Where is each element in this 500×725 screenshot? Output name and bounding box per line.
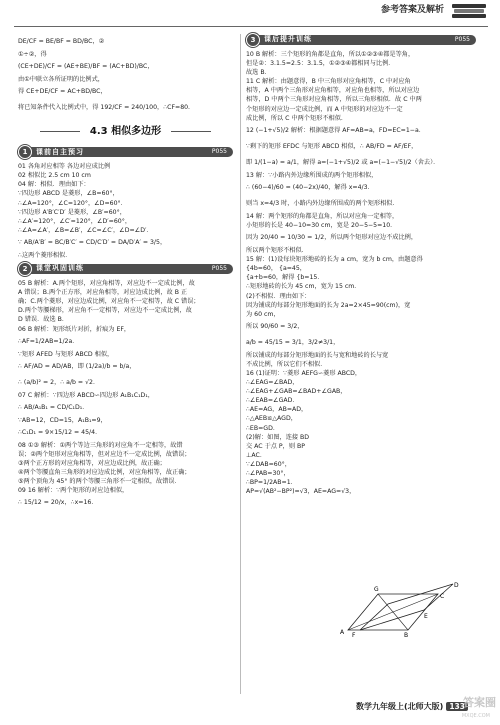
header-title: 参考答案及解析 (380, 5, 444, 15)
column-divider (240, 34, 241, 694)
section-label: 课前自主预习 (36, 147, 84, 156)
answer-line: (2)不相似．理由如下： (246, 292, 311, 300)
answer-line: 交 AC 于点 P，则 BP (246, 442, 305, 450)
answer-line: a/b = 45/15 = 3/1，3/2≠3/1， (246, 338, 340, 346)
page-number: 133 (446, 702, 468, 711)
answer-line: 但是②：3.1.5=2.5：3.1.5，①②③④都相同与比例． (246, 60, 395, 68)
answer-line: ∴这两个菱形相似． (18, 251, 72, 259)
answer-line: ∵剩下的矩形 EFDC 与矩形 ABCD 相似，∴ AB/FD = AF/EF， (246, 142, 418, 150)
answer-line: ⑤两个顶角为 45° 的两个等腰三角形不一定相似，故错误． (18, 478, 181, 486)
section-page: P055 (454, 36, 470, 43)
answer-line: 确；C.两个菱形，对应边成比例，对应角不一定相等，故 C 错误； (18, 298, 200, 306)
answer-line: AP=√(AB²−BP²)=√3，AE=AG=√3， (246, 488, 356, 496)
section-number: 2 (18, 262, 32, 276)
answer-line: ∴∠EAG+∠GAB=∠BAD+∠GAB， (246, 388, 347, 396)
point-label: E (424, 613, 428, 620)
answer-line: ∴∠EAG=∠BAD， (246, 379, 299, 387)
answer-line: 故选 B． (246, 69, 271, 77)
point-label: F (352, 632, 356, 638)
answer-line: (CE+DE)/CF = (AE+BE)/BF = (AC+BD)/BC， (18, 63, 154, 71)
answer-line: 得 CE+DE/CF = AC+BD/BC， (18, 88, 107, 96)
section-label: 课堂巩固训练 (36, 264, 84, 273)
section-page: P055 (211, 265, 227, 273)
answer-line: 09 16 解析：∵两个矩形的对应边相似， (18, 487, 129, 495)
answer-line: ∴∠A=120°，∠C=120°，∠D=60°． (18, 199, 127, 207)
answer-line: ∴∠PAB=30°， (246, 470, 290, 477)
left-column (18, 34, 233, 511)
point-label: C (440, 593, 445, 600)
answer-line: 05 B 解析：A.两个矩形，对应角相等，对应边不一定成比例，故 (18, 280, 195, 288)
answer-line: 不成比例，所以它们不相似． (246, 360, 327, 368)
answer-line: ∵四边形 A′B′C′D′ 是菱形，∠B′=60°， (18, 208, 126, 216)
answer-line: ∵ AB/A′B′ = BC/B′C′ = CD/C′D′ = DA/D′A′ = 3/5， (18, 238, 167, 246)
answer-line: ∵∠DAB=60°， (246, 460, 291, 468)
footer-subject: 数学九年级上(北师大版) (356, 702, 444, 711)
section-page: P055 (211, 148, 227, 156)
answer-line: ③两个正方形的对应角相等，对应边成比例，故正确； (18, 460, 166, 468)
answer-line: 15 解：(1)设每块矩形地砖的长为 a cm，宽为 b cm，由题意得 (246, 256, 423, 264)
answer-line: 相等，A 中两个三角形对应角相等，对应角也相等，所以对应边 (246, 87, 420, 95)
answer-line: ∴ 15/12 = 20/x，∴x=16． (18, 499, 98, 507)
answer-line: {a+b=60，解得 {b=15． (246, 274, 324, 282)
answer-line: 08 ①③ 解析：①两个等边三角形的对应角不一定相等，故错 (18, 441, 183, 449)
answer-line: 16 (1)证明：∵菱形 AEFG∽菱形 ABCD， (246, 369, 362, 377)
answer-line: ①÷②，得 (18, 51, 47, 58)
answer-line: 12 (−1+√5)/2 解析：根据题意得 AF=AB=a，FD=EC=1−a． (246, 126, 425, 134)
answer-line: 则当 x=4/3 时，小路内外边缘所围成的两个矩形相似． (246, 199, 399, 207)
answer-line: 相等，D 中两个三角形对应角相等，所以三角形相似．故 C 中两 (246, 96, 422, 104)
answer-line: ∴∠A′=120°，∠C′=120°，∠D′=60°， (18, 217, 132, 225)
answer-line: ∵矩形 AFED 与矩形 ABCD 相似， (18, 350, 114, 358)
header-rule (14, 26, 488, 27)
section-banner-1 (18, 146, 233, 158)
answer-line: ∴△AEB≌△AGD， (246, 415, 297, 423)
chapter-title: 4.3 相似多边形 (89, 125, 162, 137)
rhombus-diagram (338, 580, 468, 638)
answer-line: ∴ (60−4)/60 = (40−2x)/40，解得 x=4/3． (246, 183, 374, 191)
answer-line: 11 C 解析：由题意得，B 中三角形对应角相等，C 中对应角 (246, 78, 411, 86)
answer-line: DE/CF = BE/BF = BD/BC，② (18, 38, 105, 45)
answer-line: D.两个等腰梯形，对应角不一定相等，对应边不一定成比例，故 (18, 307, 192, 315)
answer-line: 将已知条件代入比例式中，得 192/CF = 240/100，∴CF=80. (18, 104, 191, 112)
point-label: A (340, 629, 345, 636)
answer-line: 因为 20/40 = 10/30 = 1/2，所以两个矩形对应边不成比例， (246, 234, 418, 242)
answer-line: ∴矩形地砖的长为 45 cm，宽为 15 cm． (246, 283, 361, 291)
answer-line: 即 1/(1−a) = a/1，解得 a=(−1+√5)/2 或 a=(−1−√5)/2（舍去）． (246, 158, 440, 166)
answer-line: 所以两个矩形不相似． (246, 247, 308, 255)
answer-line: 为 60 cm， (246, 310, 280, 318)
answer-line: 小矩形的长是 40−10=30 cm，宽是 20−5−5=10． (246, 221, 397, 229)
section-label: 课后提升训练 (264, 35, 312, 44)
page-footer (356, 702, 468, 711)
answer-line: 所以 90/60 = 3/2， (246, 322, 304, 330)
answer-line: ∴ AB/A₁B₁ = CD/C₁D₁． (18, 403, 89, 411)
answer-line: ∴C₁D₁ = 9×15/12 = 45/4． (18, 428, 102, 436)
page-header (0, 0, 500, 30)
answer-line: 02 相似比 2.5 cm 10 cm (18, 172, 91, 180)
point-label: D (454, 582, 459, 589)
watermark-url: MXQE.COM (461, 713, 490, 719)
point-label: B (404, 632, 409, 638)
answer-line: ∵AB=12，CD=15，A₁B₁=9， (18, 416, 107, 424)
answer-line: 误；②两个矩形对应角相等，但对应边不一定成比例，故错误； (18, 450, 191, 458)
answer-line: 10 B 解析：三个矩形的角都是直角，所以①②③④都是等角， (246, 51, 415, 58)
answer-line: 13 解：∵小路内外边缘所围成的两个矩形相似， (246, 171, 378, 179)
answer-line: 因为铺成的每部分矩形地面的长为 2a=2×45=90(cm)，宽 (246, 301, 411, 309)
section-number: 3 (246, 33, 260, 47)
answer-line: D 错误．故选 B． (18, 316, 69, 324)
answer-line: 07 C 解析：∵四边形 ABCD∽四边形 A₁B₁C₁D₁， (18, 391, 154, 399)
answer-line: ④两个等腰直角三角形的对应边成比例，对应角相等，故正确； (18, 469, 191, 477)
section-banner-2 (18, 263, 233, 275)
point-label: G (374, 586, 379, 593)
answer-line: ∴AF=1/2AB=1/2a． (18, 337, 79, 345)
answer-line: ∴AE=AG，AB=AD， (246, 406, 308, 414)
answer-line: ∴EB=GD． (246, 424, 280, 432)
answer-line: ⊥AC． (246, 451, 267, 459)
answer-line: ∴∠EAB=∠GAD． (246, 397, 299, 405)
answer-line: A 错误；B.两个正方形，对应角相等，对应边成比例，故 B 正 (18, 289, 188, 297)
answer-line: 14 解：两个矩形的角都是直角，所以对应角一定相等， (246, 212, 399, 220)
answer-line: {4b=60， {a=45， (246, 265, 306, 273)
chapter-heading (18, 120, 233, 142)
answer-line: 06 B 解析：矩形纸片对折，折痕为 EF， (18, 325, 131, 333)
right-column (246, 34, 476, 496)
answer-line: ∵四边形 ABCD 是菱形，∠B=60°， (18, 190, 119, 198)
books-icon (452, 4, 486, 22)
answer-line: 由①中联立各所证明的比例式， (18, 76, 104, 84)
section-number: 1 (18, 145, 32, 159)
answer-line: ∴ AF/AD = AD/AB，即 (1/2a)/b = b/a， (18, 362, 136, 370)
answer-line: 01 各角对应相等 各边对应成比例 (18, 163, 111, 171)
answer-line: ∴ (a/b)² = 2，∴ a/b = √2． (18, 378, 100, 386)
watermark-logo: 答案圈 (463, 696, 496, 709)
section-banner-3 (246, 34, 476, 46)
answer-line: 个矩形的对应边一定成比例，而 A 中矩形的对应边不一定 (246, 105, 403, 113)
answer-line: 04 解：相似．理由如下： (18, 181, 90, 189)
answer-line: 所以铺成的每部分矩形地面的长与宽和地砖的长与宽 (246, 351, 389, 359)
answer-line: (2)解：如图，连接 BD (246, 433, 310, 441)
answer-line: ∴BP=1/2AB=1． (246, 479, 297, 487)
answer-line: 成比例，所以 C 中两个矩形不相似． (246, 114, 348, 122)
answer-line: ∴∠A=∠A′，∠B=∠B′，∠C=∠C′，∠D=∠D′． (18, 226, 153, 234)
